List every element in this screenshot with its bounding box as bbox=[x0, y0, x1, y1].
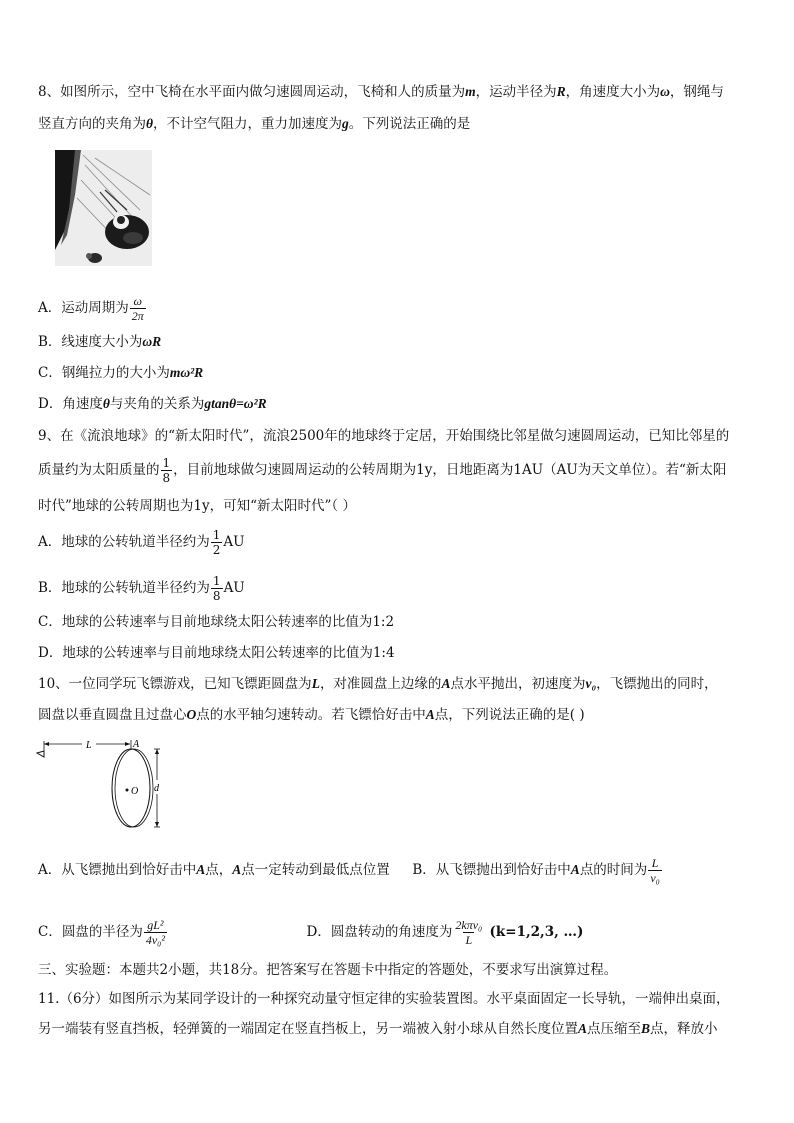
q11-line-2: 另一端装有竖直挡板，轻弹簧的一端固定在竖直挡板上，另一端被入射小球从自然长度位置A点压缩至B点，释放小 bbox=[38, 1021, 718, 1037]
dart-icon bbox=[37, 751, 44, 757]
q11-line-1: 11.（6分）如图所示为某同学设计的一种探究动量守恒定律的实验装置图。水平桌面固定一长导轨，一端伸出桌面， bbox=[38, 991, 730, 1007]
q10-option-c-d: C．圆盘的半径为 $\frac{\text{gL²}}{\text{4v₀²}}$ D．圆盘转动的角速度为 $\frac{\text{2kπv₀}}{L}$ (k=1,2,3, …) bbox=[38, 918, 584, 947]
q8-option-c: C．钢绳拉力的大小为mω²R bbox=[38, 365, 204, 381]
flying-chair-illustration bbox=[55, 150, 152, 266]
q9-option-b-fraction: $\frac{1}{8}$ bbox=[212, 574, 221, 603]
q8-stem-line-1: 8、如图所示，空中飞椅在水平面内做匀速圆周运动，飞椅和人的质量为m，运动半径为R，角速度大小为ω，钢绳与 bbox=[38, 84, 724, 100]
section-3-heading: 三、实验题：本题共2小题，共18分。把答案写在答题卡中指定的答题处，不要求写出演算过程。 bbox=[38, 962, 618, 978]
q10-stem-line-2: 圆盘以垂直圆盘且过盘心O点的水平轴匀速转动。若飞镖恰好击中A点，下列说法正确的是( ) bbox=[38, 707, 585, 723]
q9-stem-line-2: 质量约为太阳质量的 $\frac{1}{8}$ ，目前地球做匀速圆周运动的公转周期为1y，日地距离为1AU（AU为天文单位）。若“新太阳 bbox=[38, 456, 727, 485]
diagram-label-O: O bbox=[131, 786, 139, 797]
q10-option-b-fraction: $\frac{L}{\text{v₀}}$ bbox=[650, 856, 660, 885]
q10-option-d-fraction: $\frac{\text{2kπv₀}}{L}$ bbox=[455, 918, 483, 947]
dart-disk-svg bbox=[36, 736, 171, 828]
q9-mass-fraction: $\frac{1}{8}$ bbox=[162, 456, 171, 485]
q8-stem-line-2: 竖直方向的夹角为θ，不计空气阻力，重力加速度为g。下列说法正确的是 bbox=[38, 116, 471, 132]
q8-option-b: B．线速度大小为ωR bbox=[38, 334, 162, 350]
q9-option-b: B．地球的公转轨道半径约为 $\frac{1}{8}$ AU bbox=[38, 574, 245, 603]
diagram-label-L: L bbox=[86, 740, 92, 751]
q9-option-a: A．地球的公转轨道半径约为 $\frac{1}{2}$ AU bbox=[38, 528, 245, 557]
diagram-label-d: d bbox=[154, 783, 159, 794]
diagram-label-A: A bbox=[133, 739, 140, 750]
q8-option-a-fraction: $\frac{\omega}{2\pi}$ bbox=[131, 294, 144, 323]
q9-stem-line-3: 时代”地球的公转周期也为1y，可知“新太阳时代”（ ） bbox=[38, 498, 356, 514]
dart-disk-diagram bbox=[36, 736, 171, 828]
q10-stem-line-1: 10、一位同学玩飞镖游戏，已知飞镖距圆盘为L，对准圆盘上边缘的A点水平抛出，初速度为v₀，飞镖抛出的同时， bbox=[38, 676, 718, 692]
q9-option-d: D．地球的公转速率与目前地球绕太阳公转速率的比值为1:4 bbox=[38, 645, 395, 661]
q8-option-d: D．角速度θ与夹角的关系为gtanθ=ω²R bbox=[38, 396, 267, 412]
q9-option-c: C．地球的公转速率与目前地球绕太阳公转速率的比值为1:2 bbox=[38, 614, 395, 630]
q10-option-a-b: A．从飞镖抛出到恰好击中A点，A点一定转动到最低点位置 B．从飞镖抛出到恰好击中A点的时间为 $\frac{L}{\text{v₀}}$ bbox=[38, 856, 660, 885]
q9-stem-line-1: 9、在《流浪地球》的“新太阳时代”，流浪2500年的地球终于定居，开始围绕比邻星做匀速圆周运动，已知比邻星的 bbox=[38, 428, 730, 444]
q8-option-a: A．运动周期为 $\frac{\omega}{2\pi}$ bbox=[38, 294, 144, 323]
q9-option-a-fraction: $\frac{1}{2}$ bbox=[212, 528, 221, 557]
flying-chair-photo bbox=[55, 150, 152, 266]
q10-option-c-fraction: $\frac{\text{gL²}}{\text{4v₀²}}$ bbox=[145, 918, 165, 947]
